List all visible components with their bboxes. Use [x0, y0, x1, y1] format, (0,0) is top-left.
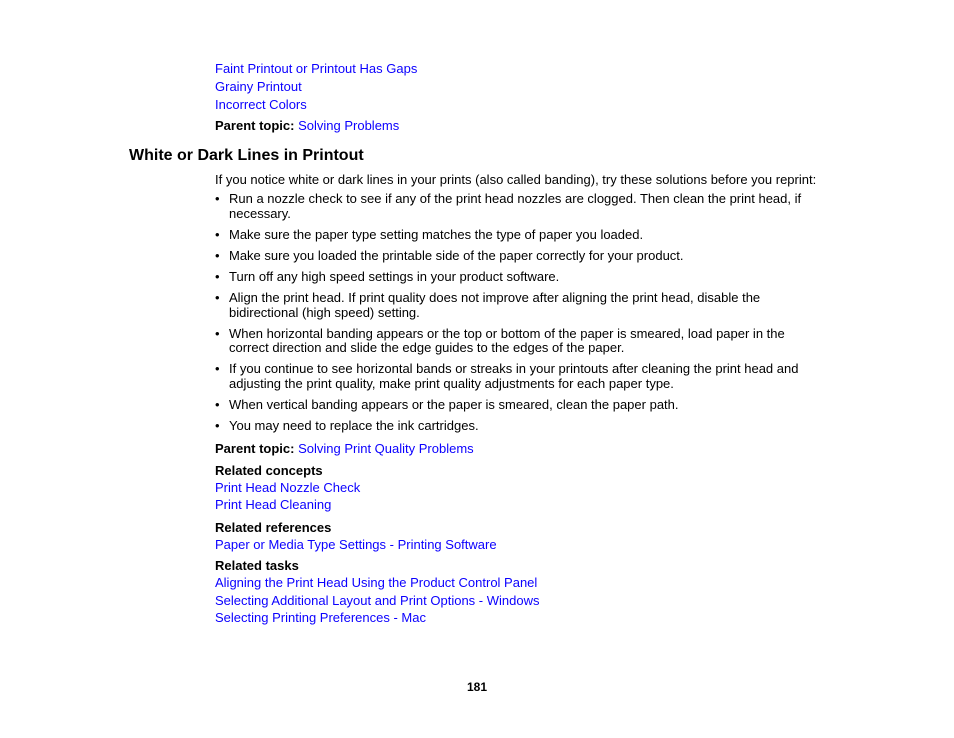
parent-topic-label: Parent topic:: [215, 441, 295, 456]
top-link-list: [215, 60, 417, 135]
bullet-icon: •: [215, 248, 220, 263]
bullet-icon: •: [215, 227, 220, 242]
page-number: 181: [466, 680, 488, 694]
list-item-text: When vertical banding appears or the paper is smeared, clean the paper path.: [229, 396, 679, 412]
link-incorrect-colors[interactable]: Incorrect Colors: [215, 97, 307, 112]
section-parent-topic: [215, 440, 474, 458]
link-faint-printout[interactable]: Faint Printout or Printout Has Gaps: [215, 61, 418, 76]
bullet-icon: •: [215, 396, 220, 412]
link-aligning-print-head[interactable]: Aligning the Print Head Using the Product Control Panel: [215, 575, 538, 590]
list-item-text: When horizontal banding appears or the top or bottom of the paper is smeared, load paper in the correct direction and slide the edge guides to the edges of the paper.: [229, 325, 785, 355]
list-item: [215, 249, 815, 264]
list-item: [215, 419, 815, 434]
list-item-text: If you continue to see horizontal bands or streaks in your printouts after cleaning the print head and adjusting the print quality, make print quality adjustments for each paper type.: [229, 361, 799, 391]
list-item: [215, 362, 815, 391]
bullet-icon: •: [215, 290, 220, 305]
list-item: [215, 398, 815, 413]
section-intro: If you notice white or dark lines in your prints (also called banding), try these solutions before you reprint:: [215, 172, 817, 187]
list-item: [215, 291, 815, 320]
list-item-text: Align the print head. If print quality does not improve after aligning the print head, disable the bidirectional (high speed) setting.: [229, 290, 761, 320]
list-item-text: Make sure you loaded the printable side of the paper correctly for your product.: [229, 248, 684, 263]
list-item: [215, 270, 815, 285]
link-solving-problems[interactable]: Solving Problems: [298, 118, 400, 133]
related-references: [215, 519, 497, 553]
list-item-text: Run a nozzle check to see if any of the print head nozzles are clogged. Then clean the print head, if necessary.: [229, 191, 802, 221]
related-concepts: [215, 462, 360, 513]
bullet-icon: •: [215, 417, 220, 433]
link-paper-media-type-settings[interactable]: Paper or Media Type Settings - Printing Software: [215, 537, 497, 552]
list-item: [215, 192, 815, 221]
list-item: [215, 327, 815, 356]
parent-topic-label: Parent topic:: [215, 118, 295, 133]
list-item-text: You may need to replace the ink cartridges.: [229, 417, 479, 433]
list-item: [215, 228, 815, 243]
link-grainy-printout[interactable]: Grainy Printout: [215, 79, 302, 94]
link-print-head-nozzle-check[interactable]: Print Head Nozzle Check: [215, 480, 361, 495]
section-title: White or Dark Lines in Printout: [129, 147, 364, 164]
bullet-icon: •: [215, 361, 220, 376]
related-tasks: [215, 557, 539, 627]
top-parent-topic: [215, 117, 417, 135]
list-item-text: Make sure the paper type setting matches the type of paper you loaded.: [229, 227, 644, 242]
link-print-head-cleaning[interactable]: Print Head Cleaning: [215, 497, 332, 512]
bullet-icon: •: [215, 325, 220, 341]
related-tasks-label: Related tasks: [215, 558, 299, 573]
bullet-icon: •: [215, 191, 220, 206]
link-printing-preferences-mac[interactable]: Selecting Printing Preferences - Mac: [215, 610, 426, 625]
bullet-icon: •: [215, 269, 220, 284]
list-item-text: Turn off any high speed settings in your product software.: [229, 269, 560, 284]
link-additional-layout-windows[interactable]: Selecting Additional Layout and Print Options - Windows: [215, 593, 540, 608]
related-references-label: Related references: [215, 520, 332, 535]
link-solving-print-quality-problems[interactable]: Solving Print Quality Problems: [298, 441, 474, 456]
related-concepts-label: Related concepts: [215, 463, 323, 478]
solution-list: [215, 192, 815, 440]
